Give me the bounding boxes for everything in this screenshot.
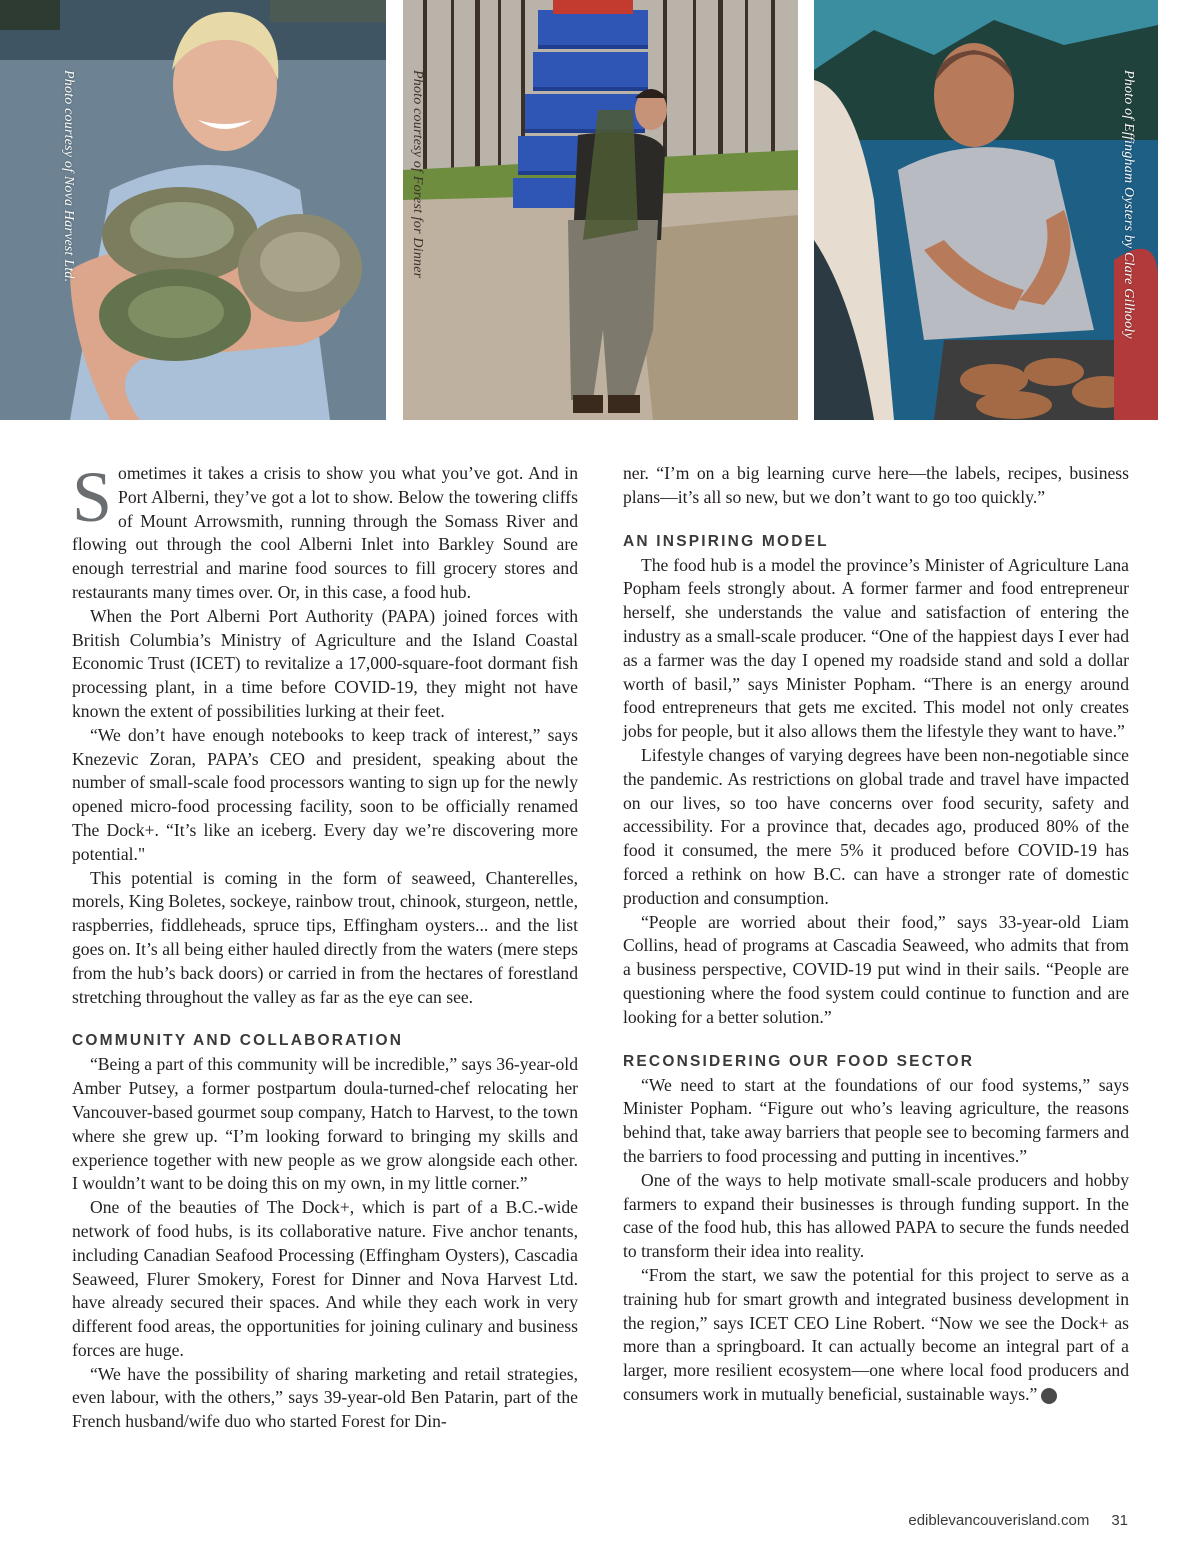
photo-credit: Photo courtesy of Nova Harvest Ltd. xyxy=(61,70,76,283)
paragraph: “We don’t have enough notebooks to keep track of interest,” says Knezevic Zoran, PAPA’s CEO and president, speaking about the number of small-scale food processors wanting to sign up for the newly opened micro-food processing facility, soon to be officially renamed The Dock+. “It’s like an iceberg. Every day we’re discovering more potential." xyxy=(72,724,578,864)
paragraph: One of the ways to help motivate small-scale producers and hobby farmers to expand their businesses is through funding support. In the case of the food hub, this has allowed PAPA to secure the funds needed to transform their idea into reality. xyxy=(623,1169,1129,1262)
photo-oysters-woman xyxy=(0,0,386,420)
paragraph: “We have the possibility of sharing marketing and retail strategies, even labour, with the others,” says 39-year-old Ben Patarin, part of the French husband/wife duo who started Forest for Din- xyxy=(72,1363,578,1432)
paragraph: One of the beauties of The Dock+, which is part of a B.C.-wide network of food hubs, is its collaborative nature. Five anchor tenants, including Canadian Seafood Processing (Effingham Oysters), Cascadia Seaweed, Flurer Smokery, Forest for Dinner and Nova Harvest Ltd. have already secured their spaces. And while they each work in very different food areas, the opportunities for joining culinary and business forces are huge. xyxy=(72,1197,578,1360)
photo-credit: Photo of Effingham Oysters by Clare Gilhooly xyxy=(1121,70,1136,339)
closing-paragraph-text: “From the start, we saw the potential for this project to serve as a training hub for smart growth and integrated business development in the region,” says ICET CEO Line Robert. “Now we see the Dock+ as more than a springboard. It can actually become an integral part of a larger, more resilient ecosystem—one where local food producers and consumers work in mutually beneficial, sustainable ways.” xyxy=(623,1264,1129,1404)
paragraph: “Being a part of this community will be incredible,” says 36-year-old Amber Putsey, a former postpartum doula-turned-chef relocating her Vancouver-based gourmet soup company, Hatch to Harvest, to the town where she grew up. “I’m looking forward to bringing my skills and experience together with new people as we grow alongside each other. I wouldn’t want to be doing this on my own, in my little corner.” xyxy=(72,1054,578,1194)
photo-forager-crates xyxy=(403,0,798,420)
paragraph: The food hub is a model the province’s Minister of Agriculture Lana Popham feels strongly about. A former farmer and food entrepreneur herself, she understands the value and satisfaction of entering the industry as a small-scale producer. “One of the happiest days I ever had as a farmer was the day I opened my roadside stand and sold a dollar worth of basil,” says Minister Popham. “There is an energy around food entrepreneurs that gets me excited. This model not only creates jobs for people, but it also allows them the lifestyle they want to have.” xyxy=(623,554,1129,742)
drop-cap: S xyxy=(72,457,113,537)
footer-website: ediblevancouverisland.com xyxy=(908,1512,1090,1529)
section-heading: AN INSPIRING MODEL xyxy=(623,532,829,550)
photo-credit: Photo courtesy of Forest for Dinner xyxy=(410,70,425,279)
page-footer xyxy=(908,1512,1128,1529)
article-column-left xyxy=(72,457,578,1434)
paragraph: This potential is coming in the form of seaweed, Chanterelles, morels, King Boletes, sockeye, rainbow trout, chinook, sturgeon, nettle, raspberries, fiddleheads, spruce tips, Effingham oysters... and the list goes on. It’s all being either hauled directly from the waters (mere steps from the hub’s back doors) or carried in from the hectares of forestland stretching throughout the valley as far as the eye can see. xyxy=(72,867,578,1007)
intro-paragraph: Sometimes it takes a crisis to show you what you’ve got. And in Port Alberni, they’ve got a lot to show. Below the towering cliffs of Mount Arrowsmith, running through the Somass River and flowing out through the cool Alberni Inlet into Barkley Sound are enough terrestrial and marine food sources to fill grocery stores and restaurants many times over. Or, in this case, a food hub. xyxy=(72,457,578,602)
paragraph: “People are worried about their food,” says 33-year-old Liam Collins, head of programs at Cascadia Seaweed, who admits that from a business perspective, COVID-19 put wind in their sails. “People are questioning where the food system could continue to function and are looking for a better solution.” xyxy=(623,911,1129,1027)
page-number: 31 xyxy=(1111,1512,1128,1529)
photo-oyster-farmer xyxy=(814,0,1158,420)
paragraph xyxy=(623,1264,1129,1407)
article-column-right xyxy=(623,462,1129,1407)
photo-oysters-woman-image xyxy=(0,0,386,420)
paragraph: Lifestyle changes of varying degrees have been non-negotiable since the pandemic. As restrictions on global trade and travel have impacted on our lives, so too have concerns over food security, safety and accessibility. For a province that, decades ago, produced 80% of the food it consumed, the mere 5% it produced before COVID-19 has forced a rethink on how B.C. can have a stronger rate of domestic production and consumption. xyxy=(623,744,1129,908)
paragraph-continued: ner. “I’m on a big learning curve here—the labels, recipes, business plans—it’s all so new, but we don’t want to go too quickly.” xyxy=(623,463,1129,507)
photo-oyster-farmer-image xyxy=(814,0,1158,420)
end-mark-icon: e xyxy=(1041,1388,1057,1404)
section-heading: RECONSIDERING OUR FOOD SECTOR xyxy=(623,1052,975,1070)
paragraph: “We need to start at the foundations of our food systems,” says Minister Popham. “Figure out who’s leaving agriculture, the reasons behind that, take away barriers that people see to becoming farmers and the barriers to food processing and putting in incentives.” xyxy=(623,1074,1129,1166)
section-heading: COMMUNITY AND COLLABORATION xyxy=(72,1032,404,1050)
photo-forager-crates-image xyxy=(403,0,798,420)
paragraph: When the Port Alberni Port Authority (PAPA) joined forces with British Columbia’s Ministry of Agriculture and the Island Coastal Economic Trust (ICET) to revitalize a 17,000-square-foot dormant fish processing plant, in a time before COVID-19, they might not have known the extent of possibilities lurking at their feet. xyxy=(72,605,578,721)
